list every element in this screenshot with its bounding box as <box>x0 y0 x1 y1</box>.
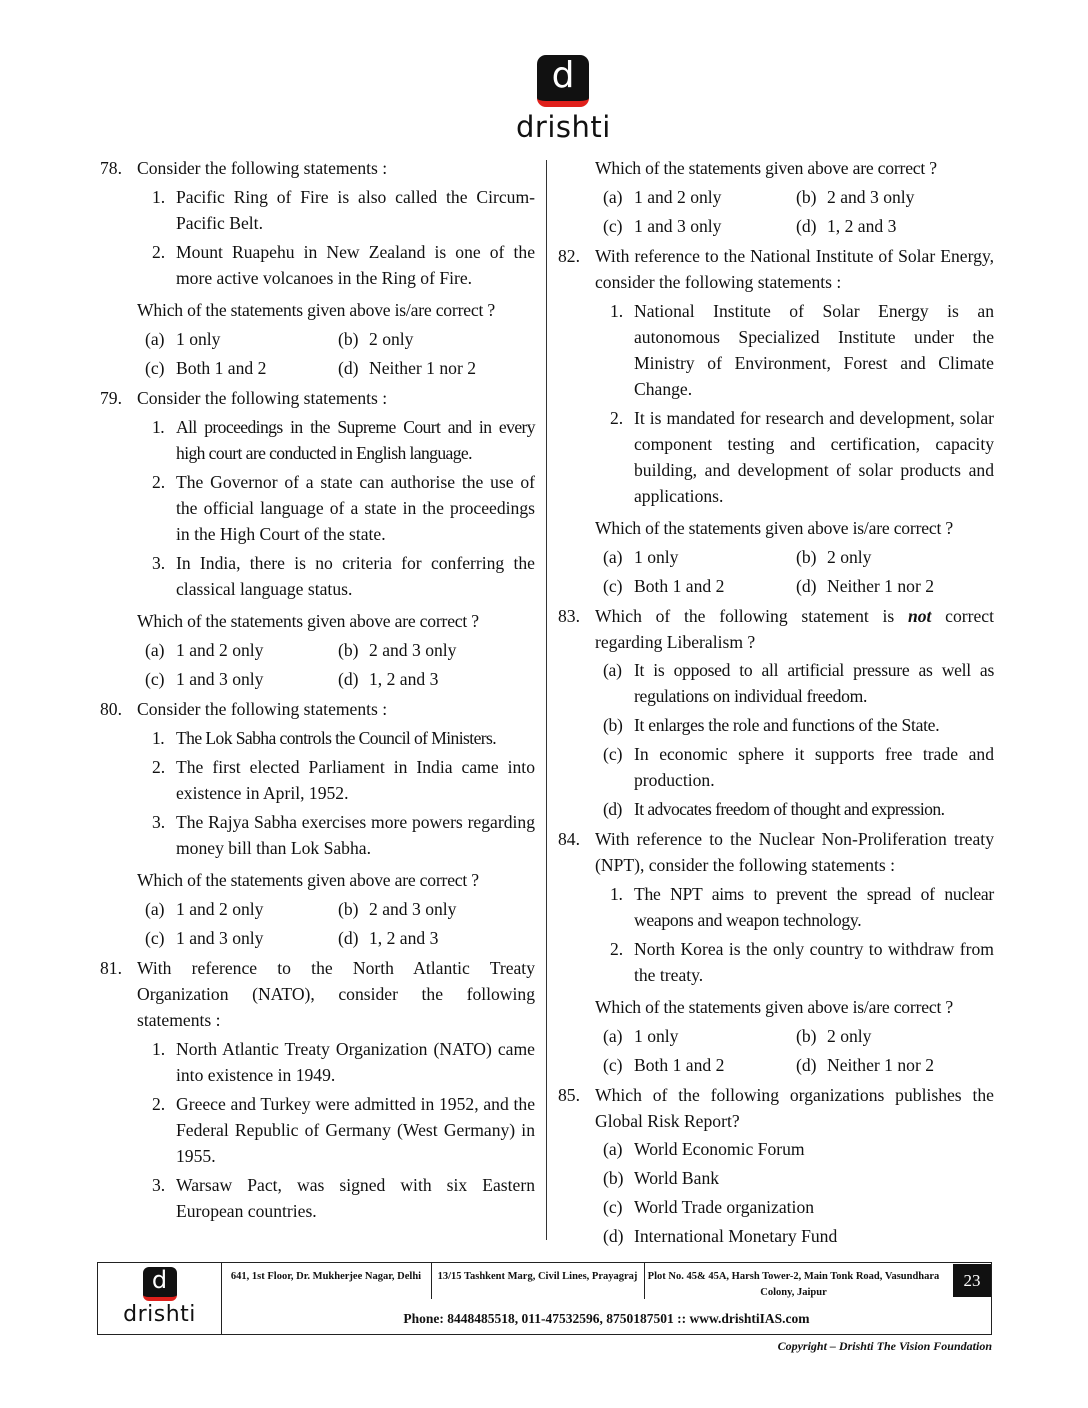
statement: 1. All proceedings in the Supreme Court and in every high court are conducted in English language. <box>152 417 535 463</box>
question-79 <box>100 385 535 692</box>
option-b: (b) 2 and 3 only <box>338 899 457 919</box>
question-number: 85. <box>558 1085 580 1105</box>
column-divider <box>546 160 547 1240</box>
statement: 3. Warsaw Pact, was signed with six Eastern European countries. <box>152 1175 535 1221</box>
page-number: 23 <box>953 1264 991 1297</box>
question-number: 81. <box>100 958 122 978</box>
option-a: (a) 1 only <box>603 547 679 567</box>
option-a: (a) 1 and 2 only <box>145 899 264 919</box>
question-81-continued <box>558 155 994 239</box>
option-c: (c) Both 1 and 2 <box>603 1055 725 1075</box>
left-column <box>100 155 535 1228</box>
drishti-logo <box>516 55 610 143</box>
option-d: (d) International Monetary Fund <box>603 1226 838 1246</box>
option-a: (a) World Economic Forum <box>603 1139 805 1159</box>
question-text: With reference to the North Atlantic Treaty Organization (NATO), consider the following statements : <box>137 958 535 1030</box>
options <box>595 657 994 822</box>
brand-name: drishti <box>516 110 611 144</box>
option-c: (c) 1 and 3 only <box>145 669 264 689</box>
option-d: (d) Neither 1 nor 2 <box>796 1055 934 1075</box>
options <box>595 1023 994 1078</box>
question-text: With reference to the Nuclear Non-Proliferation treaty (NPT), consider the following statements : <box>595 829 994 875</box>
option-b: (b) 2 only <box>796 547 872 567</box>
option-d: (d) 1, 2 and 3 <box>338 928 439 948</box>
option-b: (b) 2 only <box>338 329 414 349</box>
option-c: (c) In economic sphere it supports free trade and production. <box>603 744 994 790</box>
question-text: With reference to the National Institute of Solar Energy, consider the following statements : <box>595 246 994 292</box>
statement: 1. The Lok Sabha controls the Council of Ministers. <box>152 728 497 748</box>
question-number: 83. <box>558 606 580 626</box>
question-text: Consider the following statements : <box>137 158 388 178</box>
footer-brand-name: drishti <box>123 1302 196 1327</box>
options <box>595 544 994 599</box>
options <box>137 637 535 692</box>
question-text: Which of the following statement is not correct regarding Liberalism ? <box>595 606 994 652</box>
right-column <box>558 155 994 1253</box>
option-d: (d) 1, 2 and 3 <box>338 669 439 689</box>
question-text: Which of the following organizations publishes the Global Risk Report? <box>595 1085 994 1131</box>
option-c: (c) 1 and 3 only <box>145 928 264 948</box>
statement: 1. North Atlantic Treaty Organization (NATO) came into existence in 1949. <box>152 1039 535 1085</box>
address-prayagraj: 13/15 Tashkent Marg, Civil Lines, Prayagraj <box>431 1263 643 1299</box>
phone-label: Phone: <box>403 1311 444 1326</box>
question-84 <box>558 826 994 1078</box>
question-number: 82. <box>558 246 580 266</box>
statement: 1. National Institute of Solar Energy is an autonomous Specialized Institute under the Ministry of Environment, Forest and Climate Change. <box>610 301 994 399</box>
option-c: (c) Both 1 and 2 <box>145 358 267 378</box>
contact-line <box>222 1311 991 1327</box>
option-d: (d) Neither 1 nor 2 <box>796 576 934 596</box>
option-c: (c) Both 1 and 2 <box>603 576 725 596</box>
option-a: (a) 1 and 2 only <box>603 187 722 207</box>
options <box>595 1136 994 1249</box>
option-d: (d) Neither 1 nor 2 <box>338 358 476 378</box>
option-a: (a) 1 only <box>603 1026 679 1046</box>
address-delhi: 641, 1st Floor, Dr. Mukherjee Nagar, Delhi <box>230 1271 422 1282</box>
question-prompt: Which of the statements given above is/are correct ? <box>595 518 953 538</box>
question-number: 79. <box>100 388 122 408</box>
copyright: Copyright – Drishti The Vision Foundation <box>777 1339 992 1353</box>
question-number: 84. <box>558 829 580 849</box>
address-jaipur: Plot No. 45& 45A, Harsh Tower-2, Main Tonk Road, Vasundhara Colony, Jaipur <box>644 1263 942 1299</box>
question-81 <box>100 955 535 1224</box>
options <box>137 326 535 381</box>
question-80 <box>100 696 535 951</box>
statement: 1. Pacific Ring of Fire is also called the Circum-Pacific Belt. <box>152 187 535 233</box>
statement: 2. North Korea is the only country to withdraw from the treaty. <box>610 939 994 985</box>
option-d: (d) It advocates freedom of thought and expression. <box>603 799 945 819</box>
footer-logo <box>98 1263 222 1334</box>
question-text: Consider the following statements : <box>137 388 388 408</box>
option-b: (b) It enlarges the role and functions of the State. <box>603 715 940 735</box>
question-85 <box>558 1082 994 1249</box>
question-prompt: Which of the statements given above are correct ? <box>137 870 479 890</box>
statement: 1. The NPT aims to prevent the spread of nuclear weapons and weapon technology. <box>610 884 994 930</box>
option-b: (b) 2 and 3 only <box>338 640 457 660</box>
statement: 3. The Rajya Sabha exercises more powers regarding money bill than Lok Sabha. <box>152 812 535 858</box>
logo-icon: d <box>537 55 589 107</box>
statement: 2. It is mandated for research and development, solar component testing and certification, capacity building, and development of solar products and applications. <box>610 408 994 506</box>
option-b: (b) 2 only <box>796 1026 872 1046</box>
emphasis-not: not <box>907 606 932 626</box>
question-prompt: Which of the statements given above are correct ? <box>595 158 937 178</box>
statement: 3. In India, there is no criteria for conferring the classical language status. <box>152 553 535 599</box>
option-a: (a) 1 and 2 only <box>145 640 264 660</box>
option-d: (d) 1, 2 and 3 <box>796 216 897 236</box>
question-number: 80. <box>100 699 122 719</box>
statement: 2. Mount Ruapehu in New Zealand is one of the more active volcanoes in the Ring of Fire. <box>152 242 535 288</box>
option-c: (c) 1 and 3 only <box>603 216 722 236</box>
question-82 <box>558 243 994 599</box>
logo-icon: d <box>143 1267 177 1301</box>
option-b: (b) 2 and 3 only <box>796 187 915 207</box>
option-b: (b) World Bank <box>603 1168 720 1188</box>
option-a: (a) 1 only <box>145 329 221 349</box>
question-text: Consider the following statements : <box>137 699 388 719</box>
statement: 2. The first elected Parliament in India came into existence in April, 1952. <box>152 757 535 803</box>
question-number: 78. <box>100 158 122 178</box>
statement: 2. The Governor of a state can authorise the use of the official language of a state in the proceedings in the High Court of the state. <box>152 472 535 544</box>
page-footer <box>97 1262 992 1335</box>
options <box>137 896 535 951</box>
statement: 2. Greece and Turkey were admitted in 1952, and the Federal Republic of Germany (West Germany) in 1955. <box>152 1094 535 1166</box>
option-a: (a) It is opposed to all artificial pressure as well as regulations on individual freedom. <box>603 660 994 706</box>
options <box>595 184 994 239</box>
question-prompt: Which of the statements given above are correct ? <box>137 611 479 631</box>
option-c: (c) World Trade organization <box>603 1197 815 1217</box>
question-83 <box>558 603 994 822</box>
question-prompt: Which of the statements given above is/are correct ? <box>137 300 495 320</box>
phone-text: 8448485518, 011-47532596, 8750187501 :: www.drishtiIAS.com <box>447 1311 810 1326</box>
question-prompt: Which of the statements given above is/are correct ? <box>595 997 953 1017</box>
question-78 <box>100 155 535 381</box>
